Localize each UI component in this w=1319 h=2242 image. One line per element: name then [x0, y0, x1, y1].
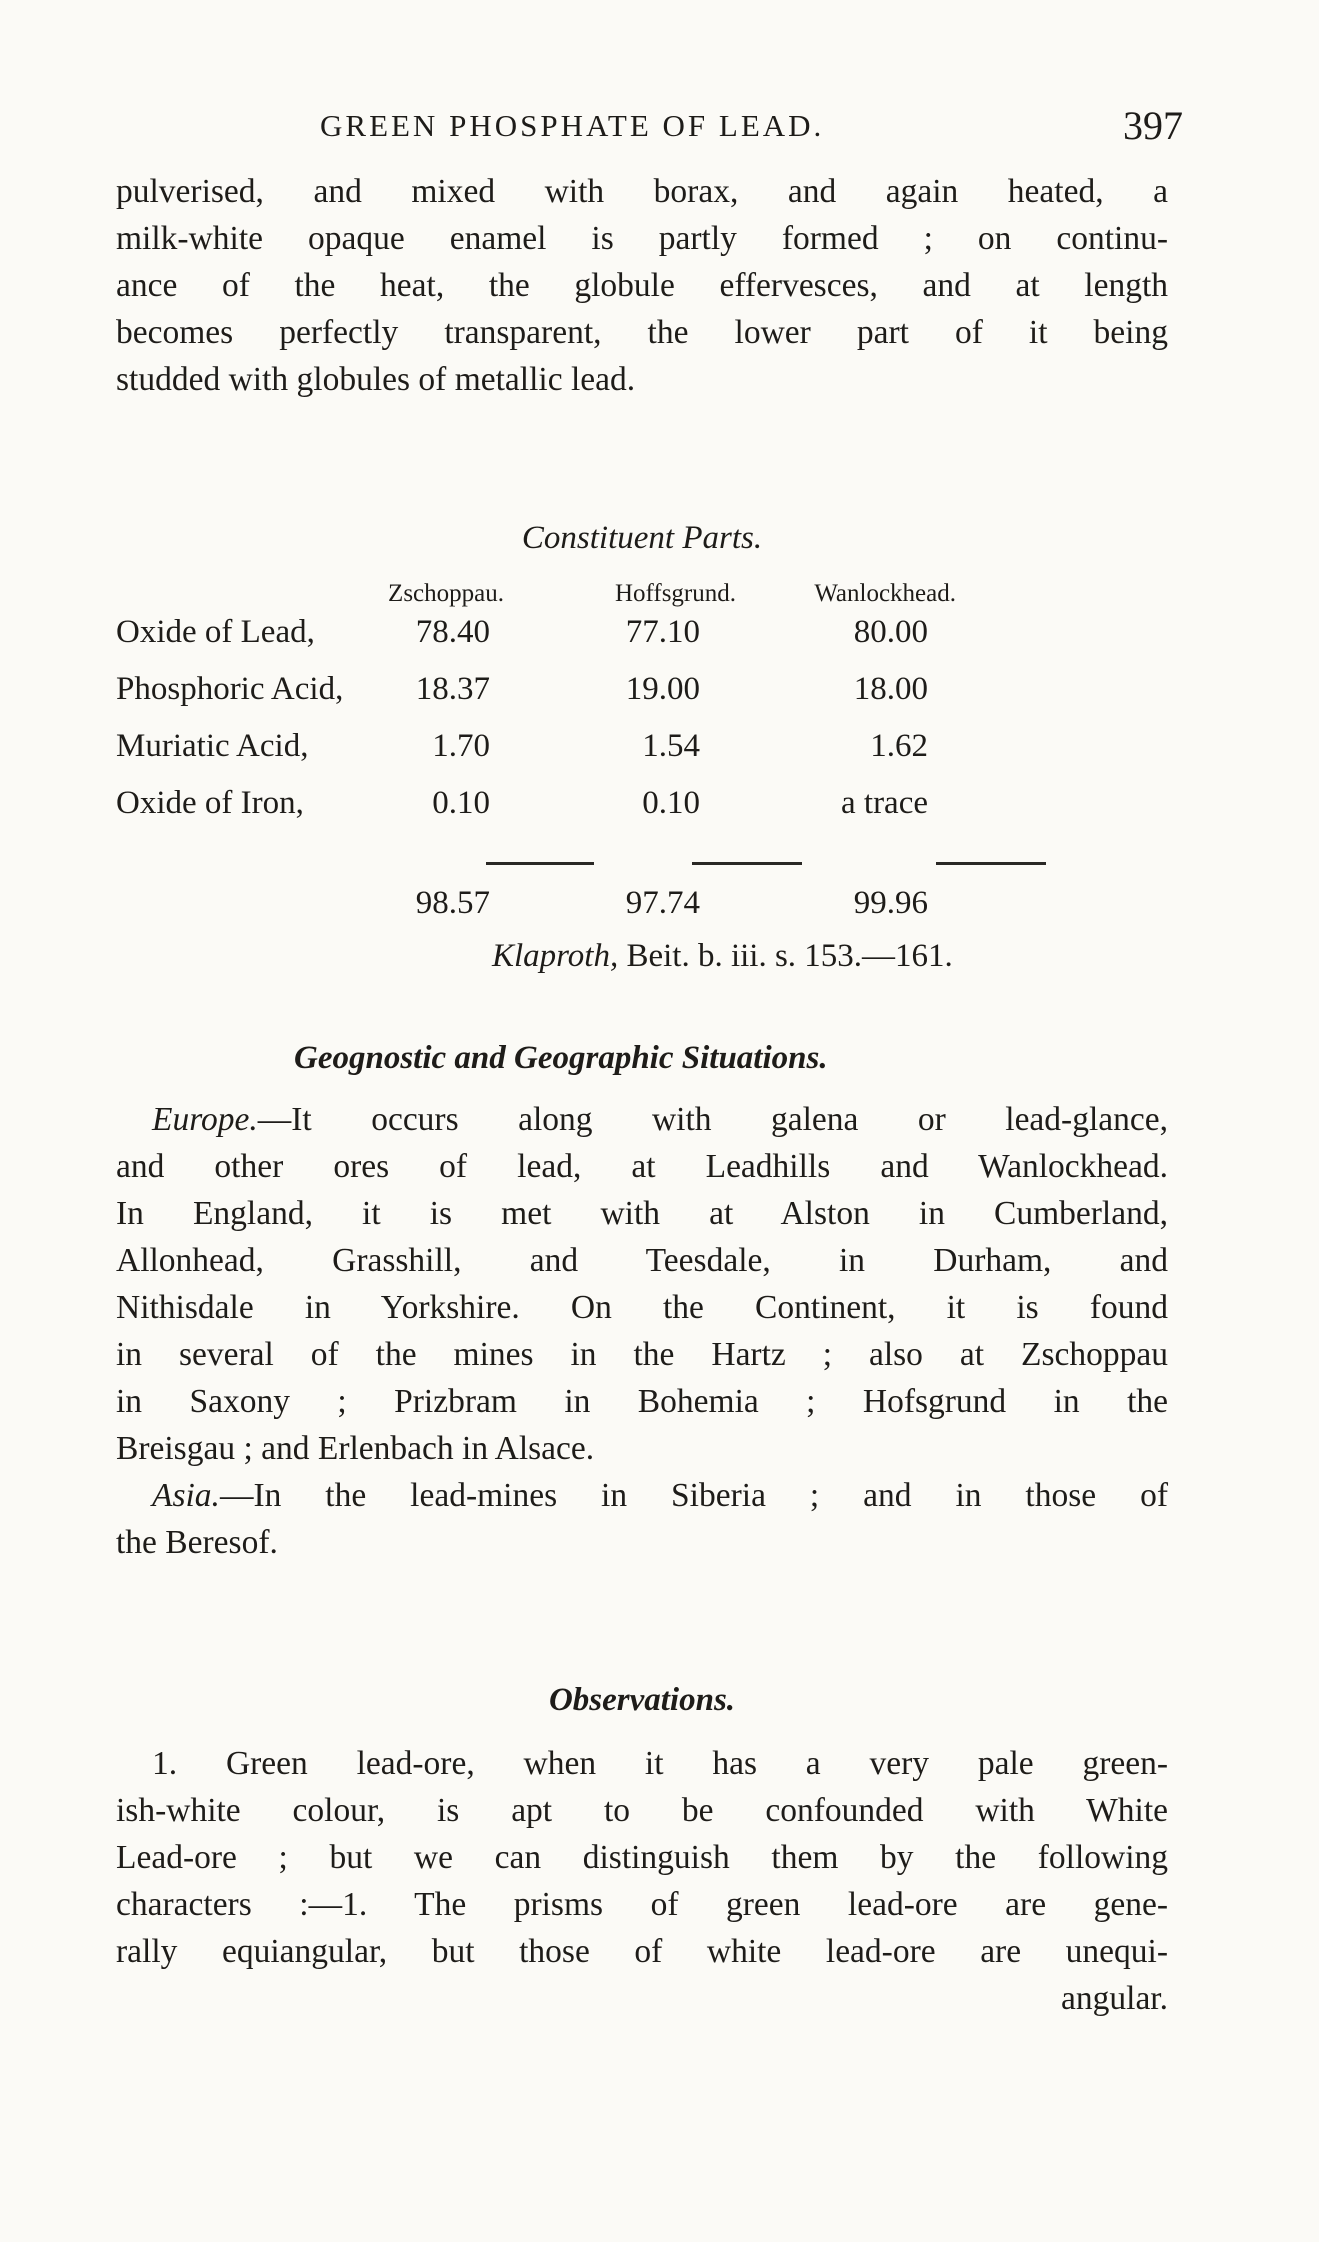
citation-author: Klaproth,: [492, 938, 619, 974]
section-heading: Geognostic and Geographic Situations.: [294, 1040, 828, 1076]
text-line: rally equiangular, but those of white lead-ore are unequi-: [116, 1933, 1168, 1970]
table-cell: 19.00: [625, 671, 700, 707]
text-line: milk-white opaque enamel is partly formed ; on continu-: [116, 220, 1168, 257]
row-label: Oxide of Iron,: [116, 785, 304, 821]
text-line: pulverised, and mixed with borax, and again heated, a: [116, 173, 1168, 210]
table-cell: a trace: [841, 785, 928, 821]
table-cell: 1.70: [432, 728, 490, 764]
region-label: Asia.: [152, 1477, 220, 1514]
table-row: [116, 614, 1176, 662]
text-line: ish-white colour, is apt to be confounded with White: [116, 1792, 1168, 1829]
column-header: Wanlockhead.: [814, 580, 956, 607]
column-header: Zschoppau.: [388, 580, 504, 607]
europe-paragraph: [116, 1096, 1168, 1566]
citation-row: [116, 938, 1176, 986]
table-cell: 78.40: [415, 614, 490, 650]
section-heading: Observations.: [548, 1682, 736, 1718]
text-line: in several of the mines in the Hartz ; also at Zschoppau: [116, 1336, 1168, 1373]
table-cell: 80.00: [853, 614, 928, 650]
text-line: studded with globules of metallic lead.: [116, 361, 636, 398]
text-line: Nithisdale in Yorkshire. On the Continent, it is found: [116, 1289, 1168, 1326]
table-cell: 18.00: [853, 671, 928, 707]
text-line: Asia.—In the lead-mines in Siberia ; and in those of: [152, 1477, 1168, 1514]
total-cell: 97.74: [625, 885, 700, 921]
table-cell: 1.62: [870, 728, 928, 764]
text-line: ance of the heat, the globule effervesces, and at length: [116, 267, 1168, 304]
table-row: [116, 785, 1176, 833]
text-line: in Saxony ; Prizbram in Bohemia ; Hofsgrund in the: [116, 1383, 1168, 1420]
table-cell: 0.10: [432, 785, 490, 821]
running-title: GREEN PHOSPHATE OF LEAD.: [320, 108, 825, 143]
total-cell: 99.96: [853, 885, 928, 921]
intro-paragraph: [116, 168, 1168, 403]
row-label: Muriatic Acid,: [116, 728, 309, 764]
citation-reference: Beit. b. iii. s. 153.—161.: [626, 938, 953, 974]
table-row: [116, 728, 1176, 776]
table-cell: 1.54: [642, 728, 700, 764]
text-line: In England, it is met with at Alston in Cumberland,: [116, 1195, 1168, 1232]
page-number: 397: [1123, 103, 1183, 148]
text-line: Europe.—It occurs along with galena or lead-glance,: [152, 1101, 1168, 1138]
table-row: [116, 671, 1176, 719]
table-cell: 0.10: [642, 785, 700, 821]
table-title: Constituent Parts.: [521, 520, 763, 556]
text-line: Breisgau ; and Erlenbach in Alsace.: [116, 1430, 595, 1467]
row-label: Oxide of Lead,: [116, 614, 315, 650]
catchword-line: angular.: [1061, 1980, 1168, 2017]
table-cell: 18.37: [415, 671, 490, 707]
text-line: Lead-ore ; but we can distinguish them by the following: [116, 1839, 1168, 1876]
column-header: Hoffsgrund.: [614, 580, 736, 607]
total-cell: 98.57: [415, 885, 490, 921]
text-line: becomes perfectly transparent, the lower part of it being: [116, 314, 1168, 351]
text-line: and other ores of lead, at Leadhills and Wanlockhead.: [116, 1148, 1168, 1185]
sum-rule: [486, 862, 594, 865]
text-line: characters :—1. The prisms of green lead-ore are gene-: [116, 1886, 1168, 1923]
row-label: Phosphoric Acid,: [116, 671, 344, 707]
analysis-table: [116, 580, 1176, 1000]
totals-row: [116, 885, 1176, 933]
text-line: Allonhead, Grasshill, and Teesdale, in Durham, and: [116, 1242, 1168, 1279]
text-line: 1. Green lead-ore, when it has a very pale green-: [152, 1745, 1168, 1782]
text-line: the Beresof.: [116, 1524, 278, 1561]
table-cell: 77.10: [625, 614, 700, 650]
citation: [492, 938, 953, 975]
sum-rule: [692, 862, 802, 865]
sum-rule: [936, 862, 1046, 865]
region-label: Europe.: [152, 1101, 258, 1138]
observations-paragraph: [116, 1740, 1168, 2022]
